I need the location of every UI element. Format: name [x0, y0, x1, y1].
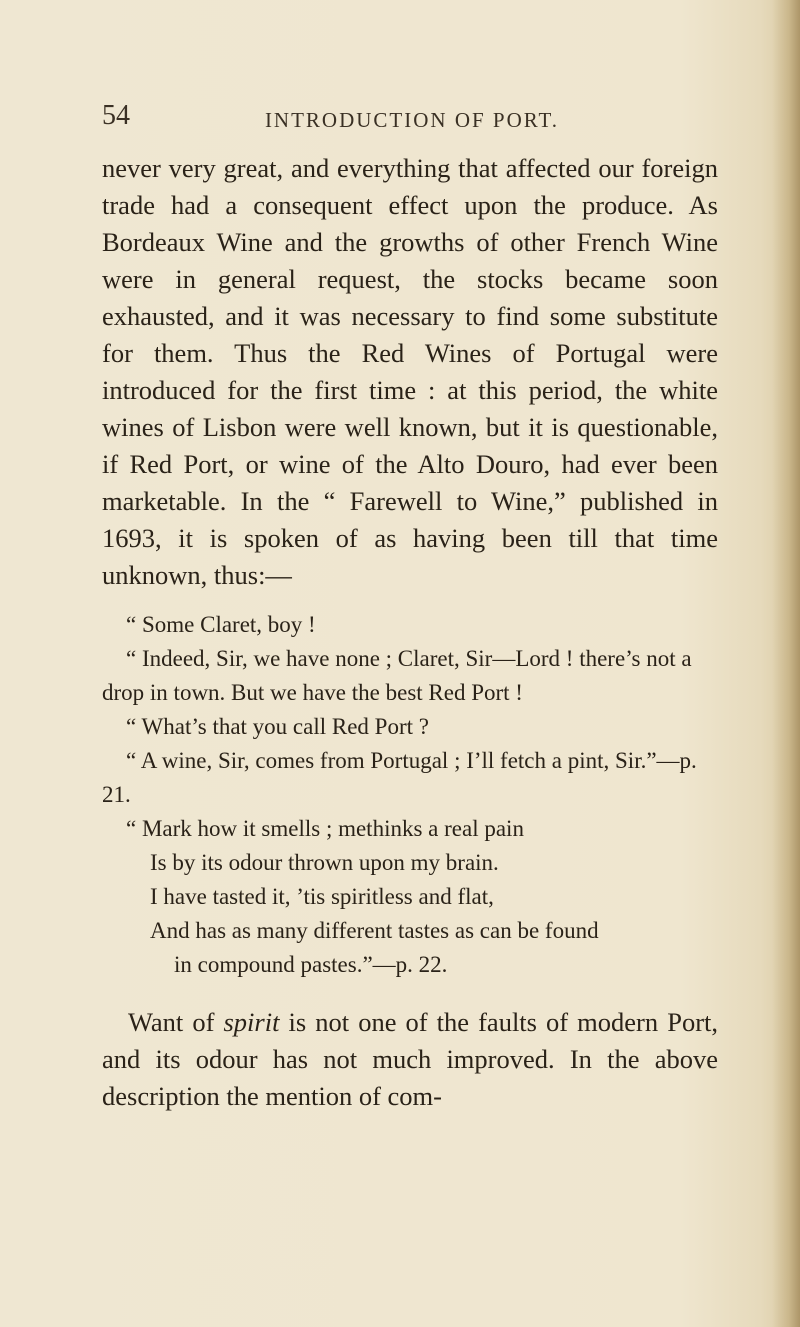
closing-text-before: Want of: [128, 1007, 224, 1037]
quote-line-1: “ Some Claret, boy !: [126, 612, 316, 637]
verse-line-5: in compound pastes.”—p. 22.: [174, 952, 448, 977]
page-number: 54: [102, 100, 130, 131]
body-text: [102, 150, 718, 1115]
verse-line-2: Is by its odour thrown upon my brain.: [150, 850, 499, 875]
dialogue-quote: [102, 608, 718, 982]
quote-line-4: “ A wine, Sir, comes from Portugal ; I’ll fetch a pint, Sir.”—p. 21.: [102, 748, 697, 807]
verse-line-1: “ Mark how it smells ; methinks a real pain: [126, 816, 524, 841]
verse-line-3: I have tasted it, ’tis spiritless and flat,: [150, 884, 494, 909]
page-header: [102, 100, 722, 140]
closing-italic-word: spirit: [223, 1007, 280, 1037]
closing-text-after: is not one of the faults of modern Port, and its odour has not much improved. In the above description the mention of com-: [102, 1007, 719, 1111]
quote-line-3: “ What’s that you call Red Port ?: [126, 714, 429, 739]
page-edge-shadow: [772, 0, 800, 1327]
paragraph-1: never very great, and everything that affected our foreign trade had a consequent effect upon the produce. As Bordeaux Wine and the growths of other French Wine were in general request, the stocks became soon exhausted, and it was necessary to find some substitute for them. Thus the Red Wines of Portugal were introduced for the first time : at this period, the white wines of Lisbon were well known, but it is questionable, if Red Port, or wine of the Alto Douro, had ever been marketable. In the “ Farewell to Wine,” published in 1693, it is spoken of as having been till that time unknown, thus:—: [102, 153, 718, 590]
verse-line-4: And has as many different tastes as can be found: [150, 918, 599, 943]
running-title: INTRODUCTION OF PORT.: [264, 108, 560, 132]
quote-line-2: “ Indeed, Sir, we have none ; Claret, Sir—Lord ! there’s not a drop in town. But we have the best Red Port !: [102, 646, 692, 705]
verse-quote: [102, 812, 718, 982]
closing-paragraph: [102, 1004, 718, 1115]
